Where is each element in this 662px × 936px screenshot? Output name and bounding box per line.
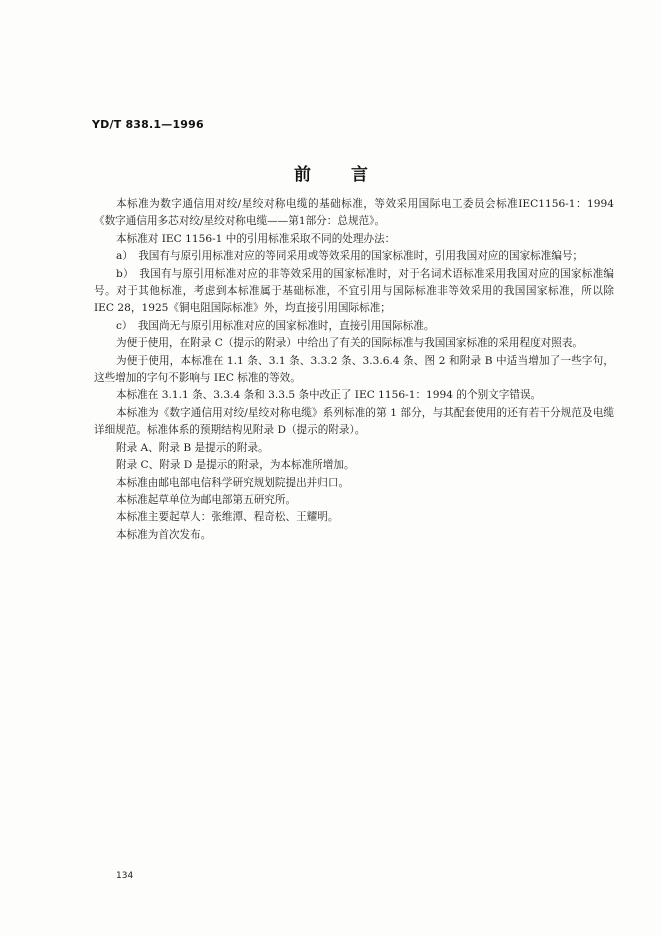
- paragraph-first-release: 本标准为首次发布。: [116, 528, 212, 541]
- paragraph-annex-ab: 附录 A、附录 B 是提示的附录。: [116, 441, 269, 454]
- paragraph-proposer: 本标准由邮电部电信科学研究规划院提出并归口。: [116, 476, 350, 489]
- paragraph-item-b: b） 我国有与原引用标准对应的非等效采用的国家标准时，对于名词术语标准采用我国对应的国家标准编号。对于其他标准，考虑到本标准属于基础标准，不宜引用与国际标准非等效采用的我国国家标准，所以除 IEC 28，1925《铜电阻国际标准》外，均直接引用国际标准；: [94, 267, 614, 315]
- paragraph-drafting-unit: 本标准起草单位为邮电部第五研究所。: [116, 493, 297, 506]
- paragraph-drafters: 本标准主要起草人：张维潭、程奇松、王耀明。: [116, 511, 339, 524]
- paragraph-reference-handling: 本标准对 IEC 1156-1 中的引用标准采取不同的处理办法：: [116, 232, 396, 245]
- page-title: 前言: [294, 165, 408, 185]
- paragraph-scope: 本标准为数字通信用对绞/星绞对称电缆的基础标准，等效采用国际电工委员会标准IEC1156-1：1994《数字通信用多芯对绞/星绞对称电缆——第1部分：总规范》。: [94, 198, 614, 228]
- paragraph-corrections: 本标准在 3.1.1 条、3.3.4 条和 3.3.5 条中改正了 IEC 1156-1：1994 的个别文字错误。: [116, 389, 542, 402]
- paragraph-item-a: a） 我国有与原引用标准对应的等同采用或等效采用的国家标准时，引用我国对应的国家标准编号；: [116, 250, 584, 263]
- page-number: 134: [116, 871, 134, 881]
- paragraph-annex-cd: 附录 C、附录 D 是提示的附录，为本标准所增加。: [116, 459, 355, 472]
- paragraph-added-wording: 为便于使用，本标准在 1.1 条、3.1 条、3.3.2 条、3.3.6.4 条、图 2 和附录 B 中适当增加了一些字句，这些增加的字句不影响与 IEC 标准的等效。: [94, 354, 614, 385]
- paragraph-item-c: c） 我国尚无与原引用标准对应的国家标准时，直接引用国际标准。: [116, 319, 435, 332]
- paragraph-annex-c-table: 为便于使用，在附录 C（提示的附录）中给出了有关的国际标准与我国国家标准的采用程度对照表。: [116, 337, 584, 350]
- standard-code: YD/T 838.1—1996: [92, 118, 204, 131]
- paragraph-series-structure: 本标准为《数字通信用对绞/星绞对称电缆》系列标准的第 1 部分，与其配套使用的还有若干分规范及电缆详细规范。标准体系的预期结构见附录 D（提示的附录）。: [94, 406, 614, 437]
- foreword-body: [94, 196, 614, 544]
